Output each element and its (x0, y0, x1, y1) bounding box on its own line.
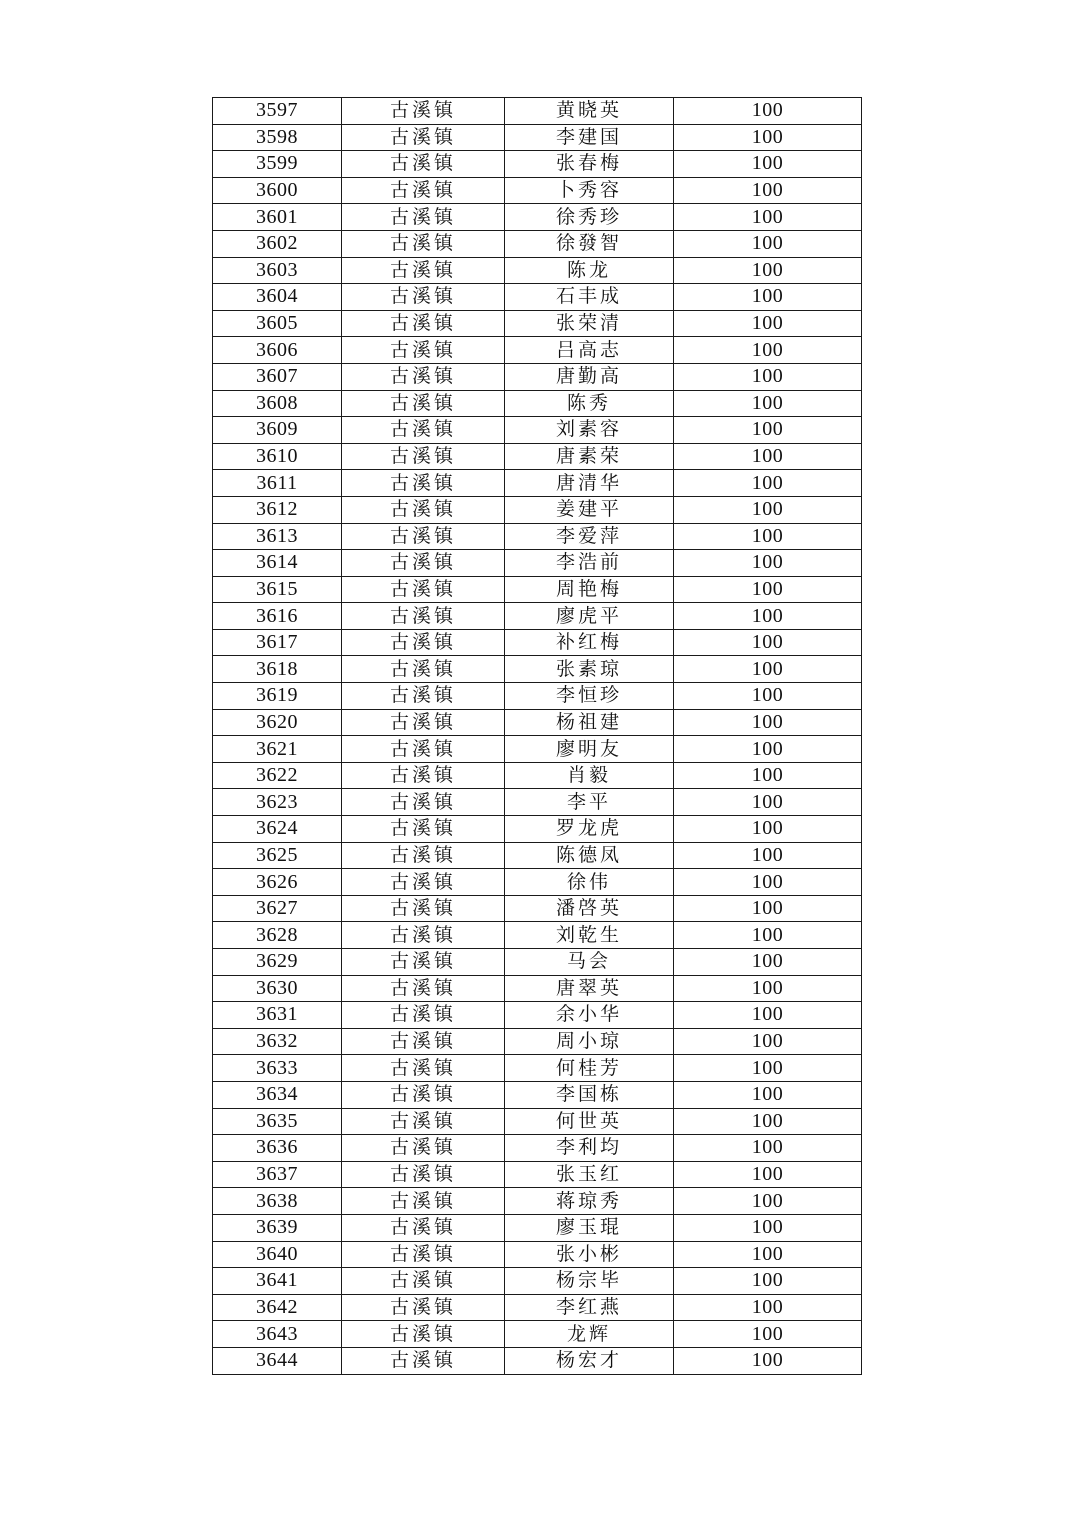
table-row (213, 284, 862, 311)
amount-cell: 100 (674, 98, 862, 125)
town-cell: 古溪镇 (342, 922, 505, 949)
amount-cell: 100 (674, 363, 862, 390)
row-number-cell: 3607 (213, 363, 342, 390)
person-name-cell: 张春梅 (505, 151, 674, 178)
town-cell: 古溪镇 (342, 736, 505, 763)
person-name-cell: 马会 (505, 949, 674, 976)
table-row (213, 1214, 862, 1241)
amount-cell: 100 (674, 656, 862, 683)
row-number-cell: 3605 (213, 310, 342, 337)
table-row (213, 1055, 862, 1082)
town-cell: 古溪镇 (342, 1268, 505, 1295)
town-cell: 古溪镇 (342, 496, 505, 523)
town-cell: 古溪镇 (342, 417, 505, 444)
row-number-cell: 3609 (213, 417, 342, 444)
person-name-cell: 李浩前 (505, 550, 674, 577)
person-name-cell: 陈秀 (505, 390, 674, 417)
table-row (213, 257, 862, 284)
amount-cell: 100 (674, 443, 862, 470)
table-row (213, 816, 862, 843)
town-cell: 古溪镇 (342, 1135, 505, 1162)
table-row (213, 656, 862, 683)
person-name-cell: 何世英 (505, 1108, 674, 1135)
person-name-cell: 刘乾生 (505, 922, 674, 949)
person-name-cell: 吕高志 (505, 337, 674, 364)
amount-cell: 100 (674, 1347, 862, 1374)
person-name-cell: 余小华 (505, 1002, 674, 1029)
town-cell: 古溪镇 (342, 1347, 505, 1374)
row-number-cell: 3636 (213, 1135, 342, 1162)
person-name-cell: 李恒珍 (505, 683, 674, 710)
row-number-cell: 3631 (213, 1002, 342, 1029)
amount-cell: 100 (674, 470, 862, 497)
table-row (213, 1321, 862, 1348)
table-row (213, 842, 862, 869)
person-name-cell: 石丰成 (505, 284, 674, 311)
roster-table-body (213, 98, 862, 1375)
table-row (213, 124, 862, 151)
person-name-cell: 姜建平 (505, 496, 674, 523)
row-number-cell: 3643 (213, 1321, 342, 1348)
amount-cell: 100 (674, 1135, 862, 1162)
table-row (213, 1241, 862, 1268)
table-row (213, 1135, 862, 1162)
row-number-cell: 3625 (213, 842, 342, 869)
person-name-cell: 周小琼 (505, 1028, 674, 1055)
town-cell: 古溪镇 (342, 443, 505, 470)
town-cell: 古溪镇 (342, 1214, 505, 1241)
row-number-cell: 3619 (213, 683, 342, 710)
row-number-cell: 3632 (213, 1028, 342, 1055)
town-cell: 古溪镇 (342, 683, 505, 710)
town-cell: 古溪镇 (342, 230, 505, 257)
person-name-cell: 卜秀容 (505, 177, 674, 204)
table-row (213, 603, 862, 630)
table-row (213, 363, 862, 390)
row-number-cell: 3626 (213, 869, 342, 896)
town-cell: 古溪镇 (342, 842, 505, 869)
person-name-cell: 唐清华 (505, 470, 674, 497)
table-row (213, 762, 862, 789)
town-cell: 古溪镇 (342, 284, 505, 311)
table-row (213, 709, 862, 736)
amount-cell: 100 (674, 1294, 862, 1321)
amount-cell: 100 (674, 177, 862, 204)
amount-cell: 100 (674, 816, 862, 843)
row-number-cell: 3615 (213, 576, 342, 603)
amount-cell: 100 (674, 257, 862, 284)
town-cell: 古溪镇 (342, 603, 505, 630)
amount-cell: 100 (674, 496, 862, 523)
table-row (213, 895, 862, 922)
amount-cell: 100 (674, 1055, 862, 1082)
row-number-cell: 3617 (213, 629, 342, 656)
amount-cell: 100 (674, 1241, 862, 1268)
table-row (213, 523, 862, 550)
amount-cell: 100 (674, 204, 862, 231)
person-name-cell: 李爱萍 (505, 523, 674, 550)
amount-cell: 100 (674, 603, 862, 630)
person-name-cell: 龙辉 (505, 1321, 674, 1348)
table-row (213, 1268, 862, 1295)
person-name-cell: 李国栋 (505, 1081, 674, 1108)
town-cell: 古溪镇 (342, 1028, 505, 1055)
person-name-cell: 补红梅 (505, 629, 674, 656)
town-cell: 古溪镇 (342, 310, 505, 337)
table-row (213, 496, 862, 523)
table-row (213, 869, 862, 896)
row-number-cell: 3602 (213, 230, 342, 257)
town-cell: 古溪镇 (342, 1321, 505, 1348)
town-cell: 古溪镇 (342, 762, 505, 789)
amount-cell: 100 (674, 1002, 862, 1029)
person-name-cell: 徐發智 (505, 230, 674, 257)
table-row (213, 337, 862, 364)
town-cell: 古溪镇 (342, 656, 505, 683)
row-number-cell: 3624 (213, 816, 342, 843)
person-name-cell: 徐伟 (505, 869, 674, 896)
person-name-cell: 徐秀珍 (505, 204, 674, 231)
amount-cell: 100 (674, 789, 862, 816)
amount-cell: 100 (674, 895, 862, 922)
person-name-cell: 廖玉琨 (505, 1214, 674, 1241)
table-row (213, 922, 862, 949)
person-name-cell: 杨宗毕 (505, 1268, 674, 1295)
table-row (213, 1081, 862, 1108)
town-cell: 古溪镇 (342, 895, 505, 922)
row-number-cell: 3600 (213, 177, 342, 204)
town-cell: 古溪镇 (342, 177, 505, 204)
amount-cell: 100 (674, 922, 862, 949)
person-name-cell: 肖毅 (505, 762, 674, 789)
town-cell: 古溪镇 (342, 523, 505, 550)
amount-cell: 100 (674, 1108, 862, 1135)
table-row (213, 1347, 862, 1374)
amount-cell: 100 (674, 975, 862, 1002)
table-row (213, 1161, 862, 1188)
table-row (213, 1028, 862, 1055)
row-number-cell: 3603 (213, 257, 342, 284)
table-row (213, 230, 862, 257)
roster-table (212, 97, 862, 1375)
row-number-cell: 3610 (213, 443, 342, 470)
row-number-cell: 3629 (213, 949, 342, 976)
row-number-cell: 3606 (213, 337, 342, 364)
amount-cell: 100 (674, 683, 862, 710)
town-cell: 古溪镇 (342, 1294, 505, 1321)
person-name-cell: 唐翠英 (505, 975, 674, 1002)
person-name-cell: 何桂芳 (505, 1055, 674, 1082)
amount-cell: 100 (674, 124, 862, 151)
table-row (213, 151, 862, 178)
row-number-cell: 3616 (213, 603, 342, 630)
amount-cell: 100 (674, 576, 862, 603)
person-name-cell: 李利均 (505, 1135, 674, 1162)
row-number-cell: 3618 (213, 656, 342, 683)
town-cell: 古溪镇 (342, 816, 505, 843)
row-number-cell: 3622 (213, 762, 342, 789)
amount-cell: 100 (674, 523, 862, 550)
amount-cell: 100 (674, 284, 862, 311)
town-cell: 古溪镇 (342, 1081, 505, 1108)
town-cell: 古溪镇 (342, 709, 505, 736)
amount-cell: 100 (674, 1081, 862, 1108)
amount-cell: 100 (674, 1268, 862, 1295)
amount-cell: 100 (674, 1321, 862, 1348)
table-row (213, 1108, 862, 1135)
row-number-cell: 3627 (213, 895, 342, 922)
table-row (213, 576, 862, 603)
table-row (213, 949, 862, 976)
person-name-cell: 李平 (505, 789, 674, 816)
person-name-cell: 陈德凤 (505, 842, 674, 869)
amount-cell: 100 (674, 230, 862, 257)
row-number-cell: 3630 (213, 975, 342, 1002)
amount-cell: 100 (674, 550, 862, 577)
town-cell: 古溪镇 (342, 975, 505, 1002)
table-row (213, 736, 862, 763)
amount-cell: 100 (674, 417, 862, 444)
row-number-cell: 3640 (213, 1241, 342, 1268)
town-cell: 古溪镇 (342, 1108, 505, 1135)
amount-cell: 100 (674, 1188, 862, 1215)
row-number-cell: 3612 (213, 496, 342, 523)
amount-cell: 100 (674, 736, 862, 763)
amount-cell: 100 (674, 1214, 862, 1241)
row-number-cell: 3644 (213, 1347, 342, 1374)
person-name-cell: 蒋琼秀 (505, 1188, 674, 1215)
town-cell: 古溪镇 (342, 257, 505, 284)
amount-cell: 100 (674, 390, 862, 417)
amount-cell: 100 (674, 151, 862, 178)
town-cell: 古溪镇 (342, 1161, 505, 1188)
town-cell: 古溪镇 (342, 470, 505, 497)
town-cell: 古溪镇 (342, 1002, 505, 1029)
person-name-cell: 李建国 (505, 124, 674, 151)
amount-cell: 100 (674, 869, 862, 896)
person-name-cell: 杨祖建 (505, 709, 674, 736)
row-number-cell: 3611 (213, 470, 342, 497)
row-number-cell: 3638 (213, 1188, 342, 1215)
table-row (213, 683, 862, 710)
amount-cell: 100 (674, 310, 862, 337)
town-cell: 古溪镇 (342, 949, 505, 976)
town-cell: 古溪镇 (342, 1188, 505, 1215)
town-cell: 古溪镇 (342, 1241, 505, 1268)
row-number-cell: 3604 (213, 284, 342, 311)
table-row (213, 789, 862, 816)
row-number-cell: 3634 (213, 1081, 342, 1108)
row-number-cell: 3628 (213, 922, 342, 949)
town-cell: 古溪镇 (342, 151, 505, 178)
row-number-cell: 3613 (213, 523, 342, 550)
table-row (213, 204, 862, 231)
person-name-cell: 黄晓英 (505, 98, 674, 125)
table-row (213, 443, 862, 470)
town-cell: 古溪镇 (342, 550, 505, 577)
table-row (213, 629, 862, 656)
person-name-cell: 张素琼 (505, 656, 674, 683)
amount-cell: 100 (674, 1028, 862, 1055)
row-number-cell: 3623 (213, 789, 342, 816)
row-number-cell: 3598 (213, 124, 342, 151)
amount-cell: 100 (674, 629, 862, 656)
town-cell: 古溪镇 (342, 363, 505, 390)
person-name-cell: 张玉红 (505, 1161, 674, 1188)
amount-cell: 100 (674, 842, 862, 869)
person-name-cell: 张荣清 (505, 310, 674, 337)
row-number-cell: 3614 (213, 550, 342, 577)
row-number-cell: 3641 (213, 1268, 342, 1295)
town-cell: 古溪镇 (342, 789, 505, 816)
table-row (213, 310, 862, 337)
row-number-cell: 3608 (213, 390, 342, 417)
amount-cell: 100 (674, 762, 862, 789)
row-number-cell: 3601 (213, 204, 342, 231)
row-number-cell: 3621 (213, 736, 342, 763)
town-cell: 古溪镇 (342, 98, 505, 125)
person-name-cell: 廖明友 (505, 736, 674, 763)
table-row (213, 1002, 862, 1029)
row-number-cell: 3635 (213, 1108, 342, 1135)
town-cell: 古溪镇 (342, 629, 505, 656)
person-name-cell: 周艳梅 (505, 576, 674, 603)
town-cell: 古溪镇 (342, 337, 505, 364)
row-number-cell: 3599 (213, 151, 342, 178)
table-row (213, 1188, 862, 1215)
table-row (213, 550, 862, 577)
row-number-cell: 3597 (213, 98, 342, 125)
amount-cell: 100 (674, 337, 862, 364)
amount-cell: 100 (674, 1161, 862, 1188)
person-name-cell: 唐勤高 (505, 363, 674, 390)
town-cell: 古溪镇 (342, 576, 505, 603)
table-row (213, 975, 862, 1002)
row-number-cell: 3637 (213, 1161, 342, 1188)
person-name-cell: 李红燕 (505, 1294, 674, 1321)
person-name-cell: 廖虎平 (505, 603, 674, 630)
table-row (213, 177, 862, 204)
person-name-cell: 张小彬 (505, 1241, 674, 1268)
amount-cell: 100 (674, 949, 862, 976)
person-name-cell: 罗龙虎 (505, 816, 674, 843)
town-cell: 古溪镇 (342, 124, 505, 151)
table-row (213, 470, 862, 497)
town-cell: 古溪镇 (342, 869, 505, 896)
person-name-cell: 刘素容 (505, 417, 674, 444)
town-cell: 古溪镇 (342, 204, 505, 231)
town-cell: 古溪镇 (342, 390, 505, 417)
row-number-cell: 3620 (213, 709, 342, 736)
person-name-cell: 唐素荣 (505, 443, 674, 470)
table-row (213, 390, 862, 417)
row-number-cell: 3633 (213, 1055, 342, 1082)
person-name-cell: 杨宏才 (505, 1347, 674, 1374)
table-row (213, 98, 862, 125)
person-name-cell: 陈龙 (505, 257, 674, 284)
table-row (213, 417, 862, 444)
person-name-cell: 潘啓英 (505, 895, 674, 922)
row-number-cell: 3639 (213, 1214, 342, 1241)
town-cell: 古溪镇 (342, 1055, 505, 1082)
table-row (213, 1294, 862, 1321)
row-number-cell: 3642 (213, 1294, 342, 1321)
amount-cell: 100 (674, 709, 862, 736)
